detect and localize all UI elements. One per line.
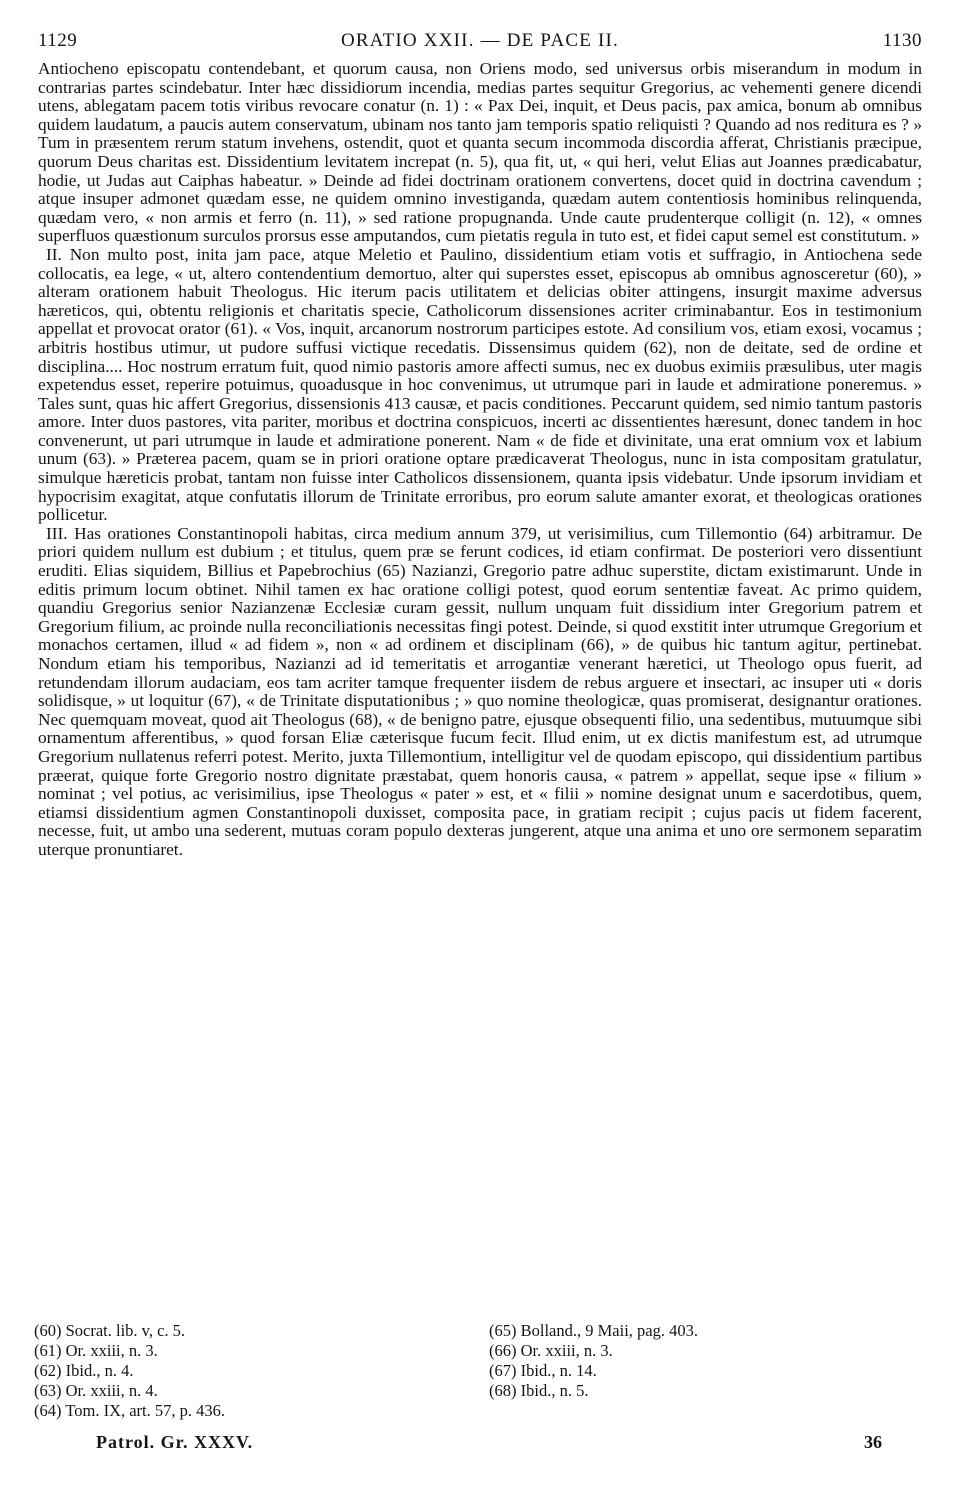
paragraph-section-2: II. Non multo post, inita jam pace, atque Meletio et Paulino, dissidentium etiam votis et suffragio, in Antiochena sede collocatis, ea lege, « ut, altero contendentium demortuo, alter qui superstes esset, episcopus ab omnibus agnosceretur (60), » alteram orationem habuit Theologus. Hic iterum pacis utilitatem et delicias obiter attingens, insurgit maxime adversus hæreticos, qui, obtentu religionis et charitatis specie, Catholicorum dissensiones acriter criminabantur. Eos in testimonium appellat et provocat orator (61). « Vos, inquit, arcanorum nostrorum participes estote. Ad consilium vos, etiam exosi, vocamus ; arbitris hostibus utimur, ut pudore suffusi victique recedatis. Dissensimus quidem (62), non de deitate, sed de ordine et disciplina.... Hoc nostrum erratum fuit, quod nimio pastoris amore affecti sumus, nec ex duobus eximiis præsulibus, uter magis expetendus esset, reperire potuimus, quoadusque in hoc convenimus, ut utrumque pari in laude et admiratione poneremus. » Tales sunt, quas hic affert Gregorius, dissensionis 413 causæ, et pacis conditiones. Peccarunt quidem, sed nimio tantum pastoris amore. Inter duos pastores, vita pariter, moribus et doctrina conspicuos, incerti ac dissentientes hæresunt, donec tandem in hoc convenerunt, ut pari utrumque in laude et admiratione ponerent. Nam « de fide et divinitate, una erat omnium vox et labium unum (63). » Præterea pacem, quam se in priori oratione optare prædicaverat Theologus, nunc in ista compositam gratulatur, simulque hæreticis probat, tantam non fuisse inter Catholicos dissensionem, quanta ipsis videbatur. Unde ipsorum invidiam et hypocrisim exagitat, atque confutatis illorum de Trinitate erroribus, pro eorum salute amanter exorat, et theologicas orationes pollicetur. — [38, 244, 922, 525]
paragraph-section-3: III. Has orationes Constantinopoli habitas, circa medium annum 379, ut verisimilius, cum Tillemontio (64) arbitramur. De priori quidem nullum est dubium ; et titulus, quem præ se ferunt codices, id etiam confirmat. De posteriori vero dissentiunt eruditi. Elias siquidem, Billius et Papebrochius (65) Nazianzi, Gregorio patre adhuc superstite, dictam existimarunt. Unde in editis primum locum obtinet. Nihil tamen ex hac oratione colligi potest, quod eorum sententiæ faveat. Ac primo quidem, quandiu Gregorius senior Nazianzenæ Ecclesiæ curam gessit, nullum unquam fuit dissidium inter Gregorium patrem et Gregorium filium, ac proinde nulla reconciliationis necessitas fingi potest. Deinde, si quod exstitit inter utrumque Gregorium et monachos certamen, illud « ad fidem », non « ad ordinem et disciplinam (66), » de quibus hic tantum agitur, pertinebat. Nondum etiam his temporibus, Nazianzi ad id temeritatis et arrogantiæ venerant hæretici, ut Theologo opus fuerit, ad retundendam illorum audaciam, eos tam acriter tamque frequenter iisdem de rebus arguere et insectari, ac insuper uti « doris solidisque, » ut loquitur (67), « de Trinitate disputationibus ; » quo nomine theologicæ, quas promiserat, designantur orationes. Nec quemquam moveat, quod ait Theologus (68), « de benigno patre, ejusque obsequenti filio, una sedentibus, mutuumque sibi ornamentum afferentibus, » quod forsan Eliæ cæterisque fucum fecit. Illud enim, ut ex dictis manifestum est, ad utrumque Gregorium nullatenus referri potest. Merito, juxta Tillemontium, intelligitur vel de quodam episcopo, qui dissidentium partibus præerat, quique forte Gregorio nostro dignitate præstabat, quem honoris causa, « patrem » appellat, seque ipse « filium » nominat ; vel potius, ac verisimilius, ipse Theologus « pater » est, et « filii » nomine designat unum e sacerdotibus, quem, etiamsi dissidentium agmen Constantinopoli duxisset, composita pace, in gratiam recipit ; cujus pacis ut fidem facerent, necesse, fuit, ut ambo una sederent, mutuas coram populo dexteras jungerent, atque una anima et uno ore sermonem separatim uterque pronuntiaret. — [38, 523, 922, 859]
footnote: (67) Ibid., n. 14. — [489, 1361, 597, 1380]
footnote: (66) Or. xxiii, n. 3. — [489, 1341, 613, 1360]
column-number-right: 1130 — [882, 30, 922, 51]
footnote: (68) Ibid., n. 5. — [489, 1381, 589, 1400]
signature-mark: Patrol. Gr. XXXV. — [96, 1432, 254, 1452]
column-number-left: 1129 — [38, 30, 78, 51]
signature-number: 36 — [864, 1432, 882, 1452]
footnote: (61) Or. xxiii, n. 3. — [34, 1341, 158, 1360]
running-header — [38, 30, 922, 60]
page — [38, 30, 922, 860]
footnote: (60) Socrat. lib. v, c. 5. — [34, 1321, 186, 1340]
footnotes — [34, 1321, 884, 1421]
footnote: (64) Tom. IX, art. 57, p. 436. — [34, 1401, 226, 1420]
footnote: (62) Ibid., n. 4. — [34, 1361, 134, 1380]
paragraph-continuation: Antiocheno episcopatu contendebant, et quorum causa, non Oriens modo, sed universus orbis miserandum in modum in contrarias partes scindebatur. Inter hæc dissidiorum incendia, medias partes sequitur Gregorius, ac vehementi genere dicendi utens, ablegatam pacem totis viribus revocare conatur (n. 1) : « Pax Dei, inquit, et Deus pacis, pax amica, bonum ab omnibus quidem laudatum, a paucis autem conservatum, ubinam nos tanto jam temporis spatio reliquisti ? Quando ad nos reditura es ? » Tum in præsentem rerum statum invehens, ostendit, quot et quanta secum incommoda discordia afferat, Christianis præcipue, quorum Deus charitas est. Dissidentium levitatem increpat (n. 5), qua fit, ut, « qui heri, velut Elias aut Joannes prædicabatur, hodie, ut Judas aut Caiphas habeatur. » Deinde ad fidei doctrinam orationem convertens, docet quid in doctrina cavendum ; atque insuper admonet quædam esse, ne quidem omnino investiganda, quædam autem contentiosis hominibus relinquenda, quædam vero, « non armis et ferro (n. 11), » sed ratione propugnanda. Unde caute prudenterque colligit (n. 12), « omnes superfluos quæstionum surculos prorsus esse amputandos, cum pietatis regula in tuto est, et fidei caput semel est constitutum. » — [38, 59, 922, 246]
signature-line — [96, 1432, 882, 1453]
footnotes-column-right — [489, 1321, 884, 1421]
footnote: (65) Bolland., 9 Maii, pag. 403. — [489, 1321, 698, 1340]
footnote: (63) Or. xxiii, n. 4. — [34, 1381, 158, 1400]
footnotes-column-left — [34, 1321, 489, 1421]
body-text — [38, 60, 922, 860]
running-title: ORATIO XXII. — DE PACE II. — [340, 30, 619, 51]
